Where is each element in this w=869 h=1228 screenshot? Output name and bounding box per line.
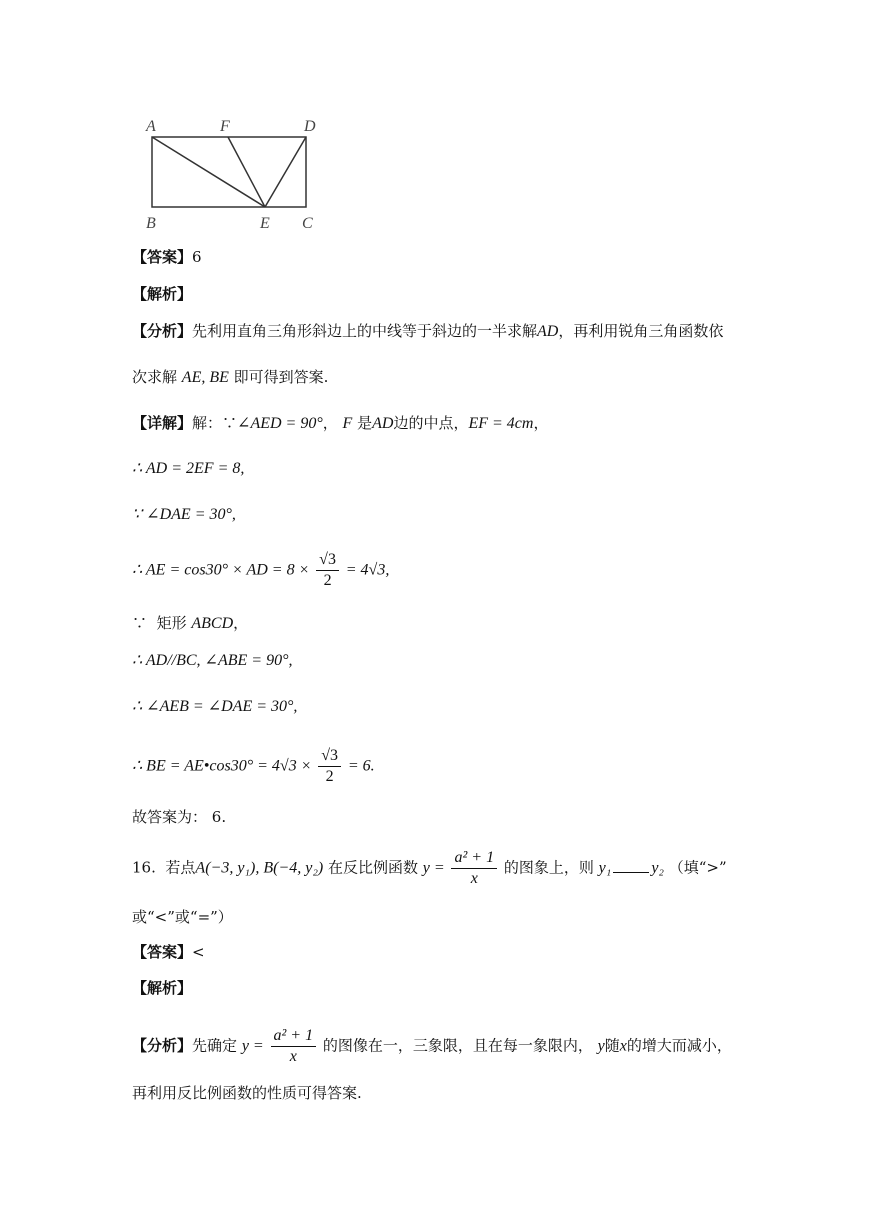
q15-step-1: ∴ AD = 2EF = 8,: [132, 460, 245, 477]
q15-fenxi-line-2: [132, 366, 328, 389]
fraction: [316, 550, 339, 591]
fenxi-tag: 【分析】: [132, 322, 193, 340]
math-ae-be: AE, BE: [181, 369, 229, 386]
q15-step-2: ∵ ∠DAE = 30°,: [132, 506, 236, 523]
fenxi-text: 先确定: [192, 1036, 238, 1055]
segment-ae: [152, 137, 265, 207]
math-x: x: [619, 1037, 627, 1055]
step-3-left: ∴ AE = cos30° × AD = 8 ×: [132, 561, 310, 579]
detail-text: 解：∵: [192, 414, 238, 432]
math-y-equals: y =: [422, 859, 445, 877]
fraction: [451, 848, 497, 889]
q15-step-4: [132, 612, 248, 635]
math-abcd: ABCD: [191, 615, 234, 632]
fraction-numerator: √3: [316, 550, 339, 571]
final-value: 6.: [211, 808, 227, 826]
detail-text: 是: [357, 414, 373, 432]
fenxi-text: 的增大而减小，: [626, 1036, 732, 1055]
rectangle-abcd: [152, 137, 306, 207]
segment-de: [265, 137, 306, 207]
math-points: A(−3, y₁), B(−4, y₂): [195, 859, 324, 877]
math-y-equals: y =: [241, 1037, 264, 1055]
geometry-figure: [140, 112, 330, 237]
label-b: B: [146, 215, 156, 232]
math-y: y: [597, 1037, 605, 1055]
detail-text: ，: [533, 414, 549, 432]
final-text: 故答案为：: [132, 808, 208, 826]
detail-text: ，: [322, 414, 338, 432]
q16-question-line-2: 或“<”或“=”）: [132, 908, 233, 926]
label-e: E: [260, 215, 270, 232]
segment-fe: [228, 137, 265, 207]
q16-fenxi-line-1: [132, 1026, 732, 1067]
question-text: 在反比例函数: [327, 858, 418, 877]
because-symbol: ∵: [132, 614, 148, 632]
fraction-numerator: a² + 1: [451, 848, 497, 869]
fenxi-text: 先利用直角三角形斜边上的中线等于斜边的一半求解: [192, 322, 538, 340]
fraction: [318, 746, 341, 787]
answer-blank: [613, 858, 649, 873]
q16-answer: [132, 941, 205, 963]
step-7-left: ∴ BE = AE•cos30° = 4√3 ×: [132, 757, 312, 775]
fraction-denominator: 2: [323, 572, 332, 589]
fraction-numerator: a² + 1: [271, 1026, 317, 1047]
question-text: 的图象上，则: [503, 858, 594, 877]
answer-value: 6: [192, 248, 202, 266]
detail-text: 边的中点，: [393, 414, 469, 432]
math-ad: AD: [372, 415, 394, 432]
q15-step-7: [132, 746, 375, 787]
q15-detail-line: [132, 412, 548, 435]
rectangle-word: 矩形: [156, 614, 187, 632]
q16-fenxi-line-2: 再利用反比例函数的性质可得答案.: [132, 1084, 362, 1102]
detail-tag: 【详解】: [132, 414, 193, 432]
fenxi-text: ，再利用锐角三角函数依: [558, 322, 724, 340]
q15-analysis-tag: 【解析】: [132, 285, 193, 303]
q15-fenxi-line-1: [132, 320, 723, 343]
label-c: C: [302, 215, 313, 232]
question-text: （填“>”: [668, 858, 727, 877]
label-d: D: [304, 118, 316, 135]
fraction-denominator: x: [470, 870, 478, 887]
fraction-denominator: 2: [325, 768, 334, 785]
question-text: 若点: [165, 858, 196, 877]
math-ad: AD: [537, 323, 559, 340]
q15-step-6: ∴ ∠AEB = ∠DAE = 30°,: [132, 698, 298, 715]
answer-tag: 【答案】: [132, 943, 193, 961]
q15-step-3: [132, 550, 389, 591]
answer-value: <: [192, 943, 205, 961]
math-f: F: [342, 415, 353, 432]
fenxi-text: 次求解: [132, 368, 178, 386]
step-7-right: = 6.: [347, 757, 375, 775]
fenxi-text: 即可得到答案.: [233, 368, 329, 386]
math-y2: y₂: [651, 859, 664, 877]
q16-analysis-tag: 【解析】: [132, 979, 193, 997]
label-f: F: [220, 118, 230, 135]
label-a: A: [146, 118, 156, 135]
q16-question-line-1: [132, 848, 727, 889]
math-y1: y₁: [598, 859, 612, 877]
answer-tag: 【答案】: [132, 248, 193, 266]
fraction-numerator: √3: [318, 746, 341, 767]
q15-answer: [132, 246, 202, 268]
step-3-right: = 4√3,: [345, 561, 390, 579]
fraction-denominator: x: [289, 1048, 297, 1065]
fenxi-tag: 【分析】: [132, 1036, 193, 1055]
q15-step-5: ∴ AD//BC, ∠ABE = 90°,: [132, 652, 293, 669]
math-ef: EF = 4cm: [468, 415, 534, 432]
fenxi-text: 随: [604, 1036, 620, 1055]
math-angle-aed: ∠AED = 90°: [237, 415, 323, 432]
question-number: 16.: [132, 858, 156, 877]
comma: ，: [233, 614, 249, 632]
fenxi-text: 的图像在一，三象限，且在每一象限内，: [322, 1036, 593, 1055]
q15-final: [132, 806, 226, 828]
fraction: [271, 1026, 317, 1067]
